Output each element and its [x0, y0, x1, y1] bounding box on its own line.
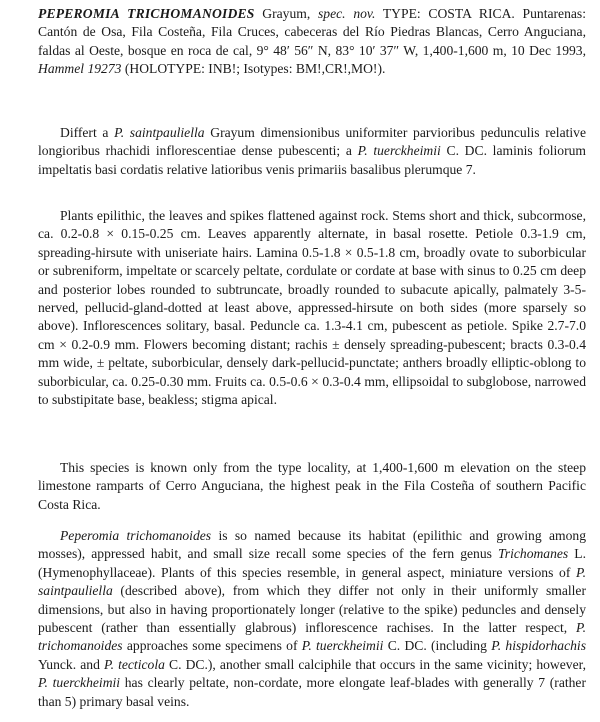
taxon-name: P. tecticola: [104, 656, 165, 672]
distribution-paragraph: [38, 459, 586, 514]
taxon-name: P. saintpauliella: [114, 125, 205, 140]
species-author: Grayum,: [254, 6, 319, 21]
taxon-name: P. trichomanoides: [38, 620, 586, 654]
etymology-text: approaches some specimens of: [122, 638, 302, 654]
etymology-text: C. DC. (including: [383, 638, 492, 654]
taxon-name: P. saintpauliella: [38, 564, 586, 599]
spec-nov-label: spec. nov.: [318, 6, 376, 21]
etymology-text: Yunck. and: [38, 656, 105, 672]
taxon-name: P. tuerckheimii: [357, 143, 441, 159]
latin-diagnosis-paragraph: [38, 124, 586, 179]
etymology-text: L. (Hymenophyllaceae). Plants of this species resemble, in general aspect, miniature versions of: [38, 546, 586, 580]
etymology-text: is so named because its habitat (epilithic and growing among mosses), appressed habit, and small size recall some species of the fern genus: [38, 528, 586, 562]
diagnosis-text: Grayum dimensionibus uniformiter parvioribus pedunculis relative longioribus rhachidi inflorescentiae dense pubescenti; a: [38, 125, 586, 159]
etymology-text: has clearly peltate, non-cordate, more elongate leaf-blades with generally 7 (rather than 5) primary basal veins.: [38, 675, 586, 709]
type-locality-text: TYPE: COSTA RICA. Puntarenas: Cantón de Osa, Fila Costeña, Fila Cruces, cabeceras del Río Piedras Blancas, Cerro Anguciana, faldas al Oeste, bosque en roca de cal, 9° 48′ 56″ N, 83° 10′ 37″ W, 1,400-1,600 m, 10 Dec 1993,: [38, 6, 586, 58]
description-paragraph: [38, 207, 586, 409]
description-text: Plants epilithic, the leaves and spikes flattened against rock. Stems short and thick, subcormose, ca. 0.2-0.8 × 0.15-0.25 cm. Leaves apparently alternate, in basal rosette. Petiole 0.3-1.9 cm, spreading-hirsute with uniseriate hairs. Lamina 0.5-1.8 × 0.5-1.8 cm, broadly ovate to suborbicular or subreniform, impeltate or scarcely peltate, cordulate or cordate at base with sinus to 0.25 cm deep and posterior lobes rounded to subtruncate, broadly rounded to subacute apically, palmately 3-5-nerved, pellucid-gland-dotted at least above, appressed-hirsute on both sides (more sparsely so above). Inflorescences solitary, basal. Peduncle ca. 1.3-4.1 cm, pubescent as petiole. Spike 2.7-7.0 cm × 0.2-0.9 mm. Flowers becoming distant; rachis ± densely spreading-pubescent; bracts 0.3-0.4 mm wide, ± peltate, suborbicular, densely dark-pellucid-punctate; anthers broadly elliptic-oblong to suborbicular, ca. 0.25-0.30 mm. Fruits ca. 0.5-0.6 × 0.3-0.4 mm, ellipsoidal to subglobose, narrowed to substipitate base, beakless; stigma apical.: [38, 208, 586, 408]
etymology-text: (described above), from which they differ not only in their uniformly smaller dimensions, but also in having proportionately longer (relative to the spike) peduncles and densely pubescent (rather than essentially glabrous) inflorescence rachises. In the latter respect,: [38, 583, 586, 636]
holotype-text: (HOLOTYPE: INB!; Isotypes: BM!,CR!,MO!).: [121, 61, 386, 77]
distribution-text: This species is known only from the type locality, at 1,400-1,600 m elevation on the steep limestone ramparts of Cerro Anguciana, the highest peak in the Fila Costeña of southern Pacific Costa Rica.: [38, 460, 586, 512]
type-citation-paragraph: [38, 5, 586, 79]
collector-number: Hammel 19273: [38, 61, 122, 77]
diagnosis-text: C. DC. laminis foliorum impeltatis basi cordatis relative latioribus venis primariis basalibus plerumque 7.: [38, 143, 586, 177]
etymology-text: C. DC.), another small calciphile that occurs in the same vicinity; however,: [164, 656, 586, 672]
etymology-paragraph: [38, 527, 586, 711]
taxon-name: P. tuerckheimii: [301, 638, 384, 654]
genus-name: Trichomanes: [497, 546, 569, 562]
taxon-name: P. tuerckheimii: [38, 675, 121, 691]
species-title: PEPEROMIA TRICHOMANOIDES: [38, 6, 255, 21]
taxon-name: Peperomia trichomanoides: [60, 528, 212, 543]
taxon-name: P. hispidorhachis: [491, 638, 586, 654]
diagnosis-text: Differt a: [60, 125, 115, 140]
